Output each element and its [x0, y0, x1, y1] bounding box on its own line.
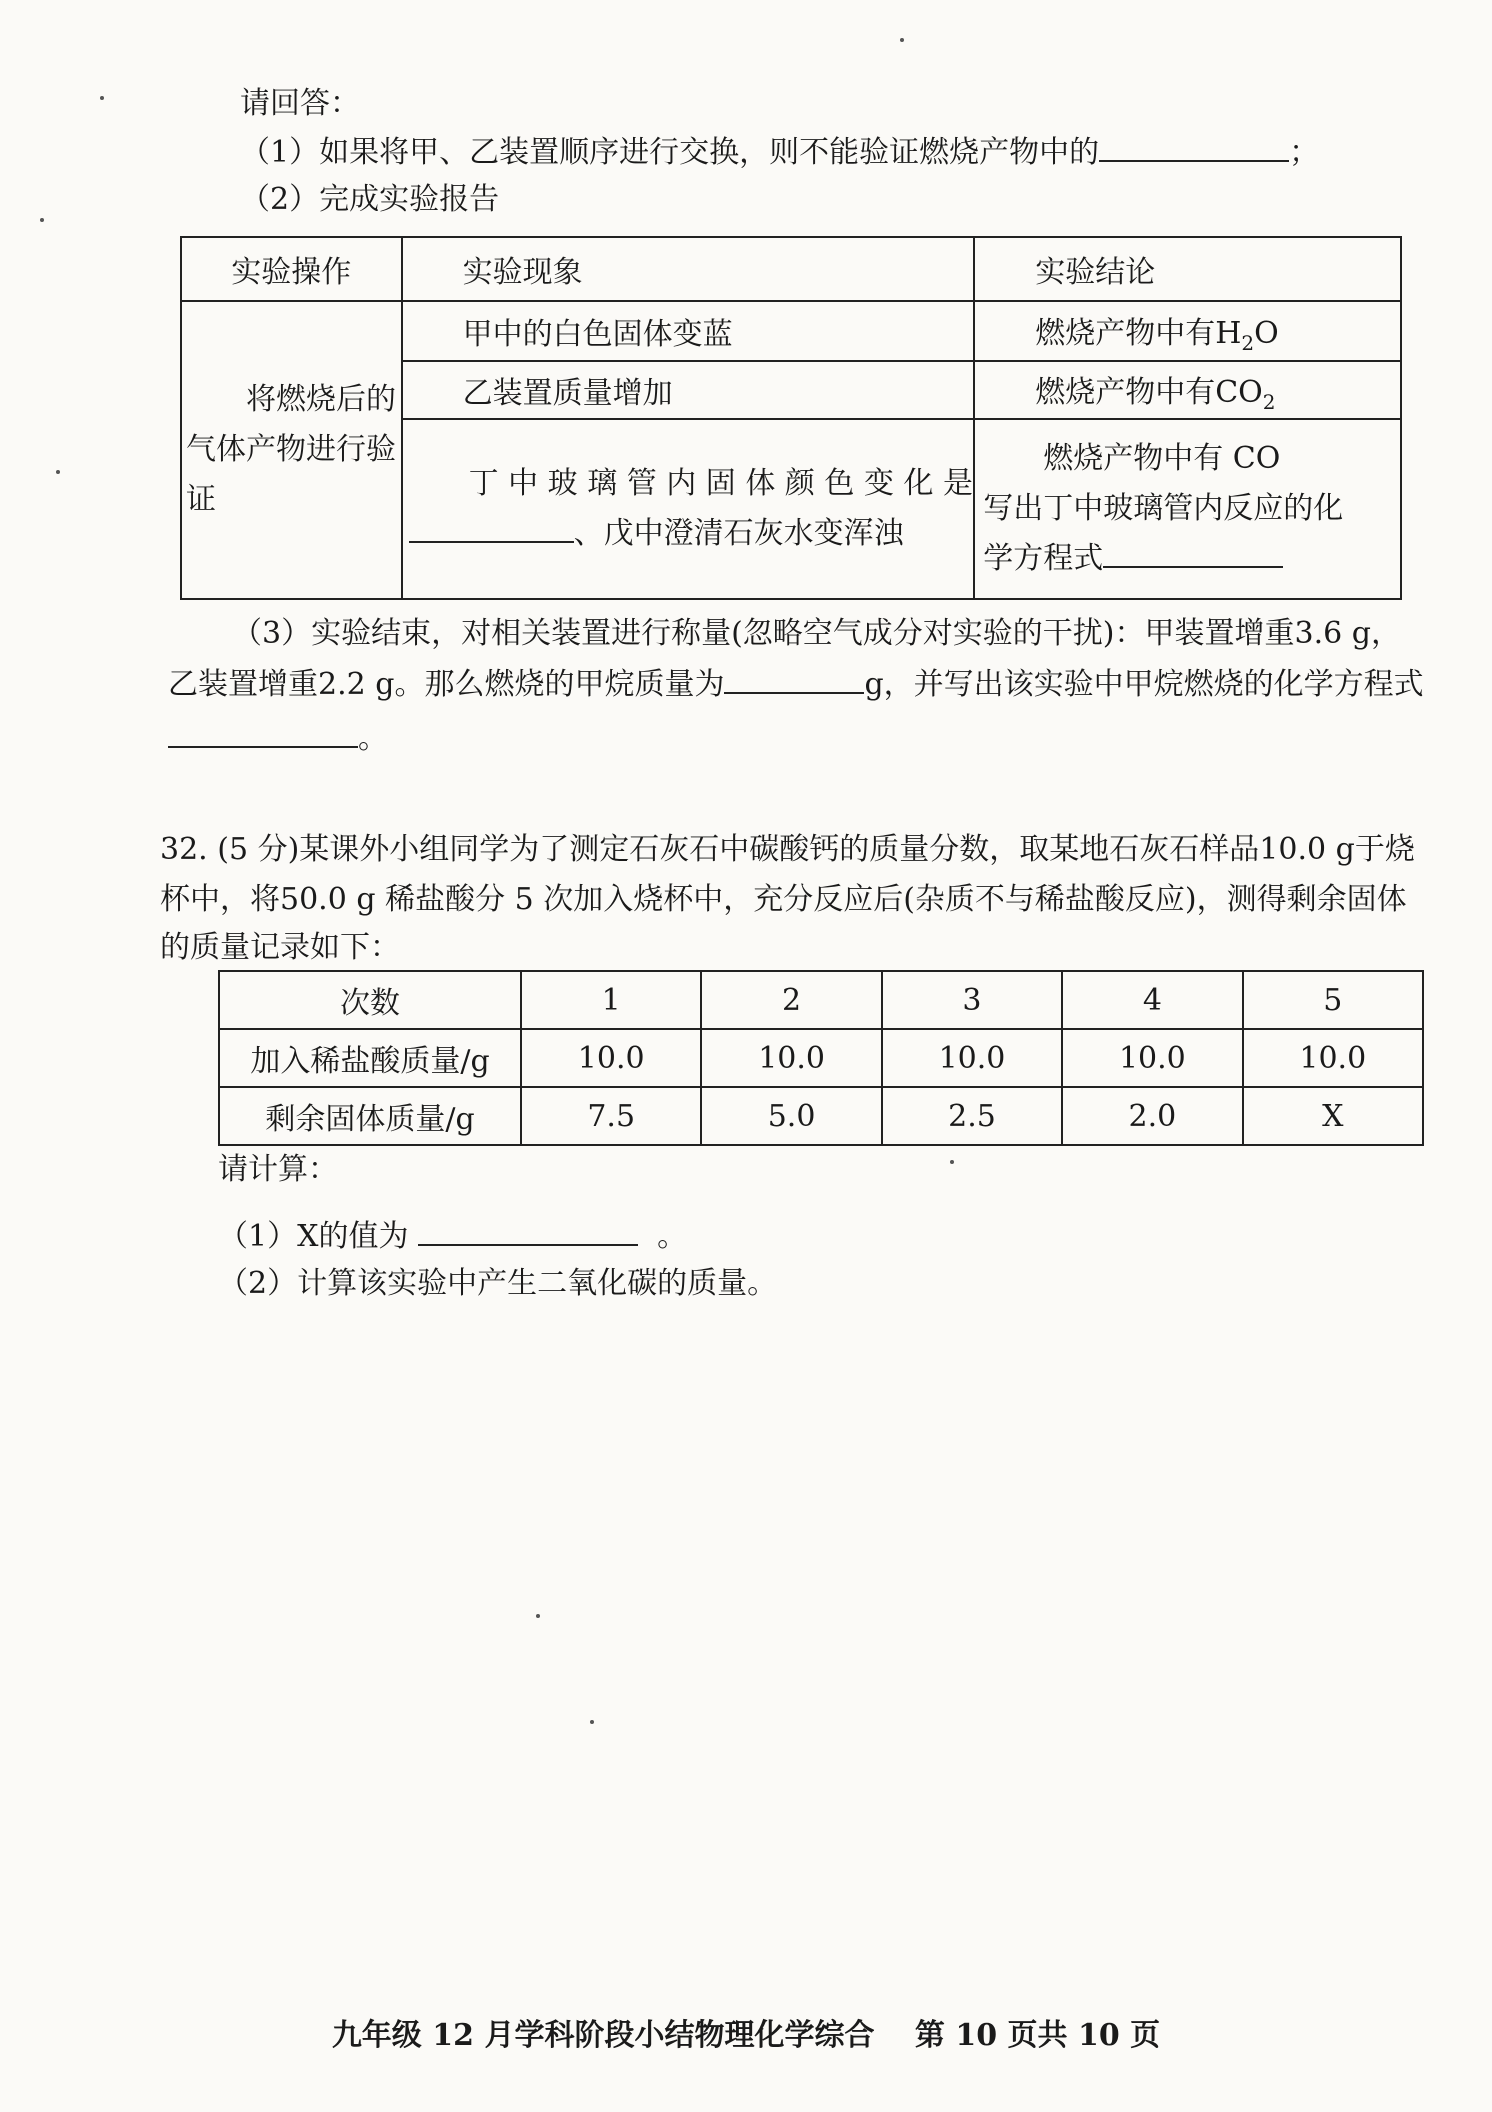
intro-text: 请回答：	[240, 86, 360, 121]
question-1-end: ；	[1289, 135, 1320, 170]
operation-line-1: 将燃烧后的	[246, 382, 396, 417]
table-cell: 10.0	[1243, 1029, 1423, 1087]
table-cell: 2.5	[882, 1087, 1062, 1145]
table-row	[219, 1087, 1423, 1145]
answer-blank-color[interactable]	[409, 513, 574, 543]
question-2: （2）完成实验报告	[240, 182, 500, 217]
row1-conclusion-text: 燃烧产物中有H	[1035, 315, 1242, 351]
table-header-cell: 1	[521, 971, 701, 1029]
calc-question-1-text: （1）X的值为	[218, 1219, 409, 1254]
answer-blank-x[interactable]	[418, 1216, 638, 1246]
row3-phenomenon-line2-text: 、戊中澄清石灰水变浑浊	[573, 516, 904, 551]
calc-question-1	[218, 1216, 687, 1257]
row3-phenomenon-line1: 丁 中 玻 璃 管 内 固 体 颜 色 变 化 是	[468, 466, 974, 501]
row2-phenomenon: 乙装置质量增加	[402, 361, 975, 419]
table-cell: 10.0	[882, 1029, 1062, 1087]
table-cell: 10.0	[521, 1029, 701, 1087]
table-header-cell: 5	[1243, 971, 1423, 1029]
question-1	[240, 132, 1319, 173]
scan-speck	[536, 1614, 540, 1618]
calc-question-1-end: 。	[657, 1219, 688, 1254]
question-3-line2	[168, 664, 1424, 705]
question-32-line2: 杯中，将50.0 g 稀盐酸分 5 次加入烧杯中，充分反应后(杂质不与稀盐酸反应)，测得剩余固体	[160, 882, 1407, 917]
row3-conclusion-line3	[983, 534, 1400, 584]
row3-conclusion-line3-text: 学方程式	[983, 541, 1104, 576]
row3-conclusion-line2: 写出丁中玻璃管内反应的化	[983, 491, 1344, 526]
experiment-report-table	[180, 236, 1402, 600]
scan-speck	[100, 96, 104, 100]
table-header-cell: 2	[701, 971, 881, 1029]
answer-blank-1[interactable]	[1099, 132, 1289, 162]
row1-phenomenon: 甲中的白色固体变蓝	[402, 301, 975, 361]
table-cell: 7.5	[521, 1087, 701, 1145]
row1-conclusion	[974, 301, 1401, 361]
row1-conclusion-end: O	[1254, 315, 1279, 351]
table-row	[219, 1029, 1423, 1087]
row3-phenomenon-line2	[409, 509, 974, 559]
row3-conclusion-line1: 燃烧产物中有 CO	[1043, 441, 1281, 476]
question-1-text: （1）如果将甲、乙装置顺序进行交换，则不能验证燃烧产物中的	[240, 135, 1100, 170]
table-row	[181, 237, 1401, 301]
question-32-line1: 32. (5 分)某课外小组同学为了测定石灰石中碳酸钙的质量分数，取某地石灰石样品10.0 g于烧	[160, 832, 1415, 867]
row3-conclusion	[974, 419, 1401, 599]
scan-speck	[900, 38, 904, 42]
question-3-line3	[168, 718, 388, 759]
table-cell: 10.0	[701, 1029, 881, 1087]
mass-data-table	[218, 970, 1424, 1146]
table-row	[219, 971, 1423, 1029]
table-header-cell: 4	[1062, 971, 1242, 1029]
calc-intro: 请计算：	[218, 1152, 338, 1187]
scan-speck	[56, 470, 60, 474]
row3-phenomenon	[402, 419, 975, 599]
operation-line-2: 气体产物进行验	[186, 432, 396, 467]
scan-speck	[40, 218, 44, 222]
table-header-cell: 3	[882, 971, 1062, 1029]
header-operation: 实验操作	[181, 237, 402, 301]
row-label-acid: 加入稀盐酸质量/g	[219, 1029, 521, 1087]
row-label-solid: 剩余固体质量/g	[219, 1087, 521, 1145]
operation-line-3: 证	[186, 482, 216, 517]
answer-blank-equation[interactable]	[1103, 538, 1283, 568]
answer-blank-methane-equation[interactable]	[168, 718, 358, 748]
table-cell: 10.0	[1062, 1029, 1242, 1087]
operation-cell	[181, 301, 402, 599]
row2-conclusion-sub: 2	[1262, 389, 1276, 414]
answer-blank-methane-mass[interactable]	[724, 664, 864, 694]
table-row	[181, 301, 1401, 361]
calc-question-2: （2）计算该实验中产生二氧化碳的质量。	[218, 1266, 778, 1301]
question-3-line1: （3）实验结束，对相关装置进行称量(忽略空气成分对实验的干扰)：甲装置增重3.6 g，	[232, 616, 1401, 651]
page-footer: 九年级 12 月学科阶段小结物理化学综合 第 10 页共 10 页	[331, 2018, 1161, 2053]
question-3-line2-b: g，并写出该实验中甲烷燃烧的化学方程式	[864, 667, 1424, 702]
row2-conclusion-text: 燃烧产物中有CO	[1035, 374, 1263, 410]
header-phenomenon: 实验现象	[402, 237, 975, 301]
table-header-label: 次数	[219, 971, 521, 1029]
row2-conclusion	[974, 361, 1401, 419]
question-3-line2-a: 乙装置增重2.2 g。那么燃烧的甲烷质量为	[168, 667, 725, 702]
table-cell: 5.0	[701, 1087, 881, 1145]
question-32-line3: 的质量记录如下：	[160, 930, 400, 965]
table-cell: X	[1243, 1087, 1423, 1145]
table-cell: 2.0	[1062, 1087, 1242, 1145]
scan-speck	[590, 1720, 594, 1724]
row1-conclusion-sub: 2	[1241, 330, 1255, 355]
scan-speck	[950, 1160, 954, 1164]
question-3-line3-end: 。	[358, 721, 388, 756]
header-conclusion: 实验结论	[974, 237, 1401, 301]
